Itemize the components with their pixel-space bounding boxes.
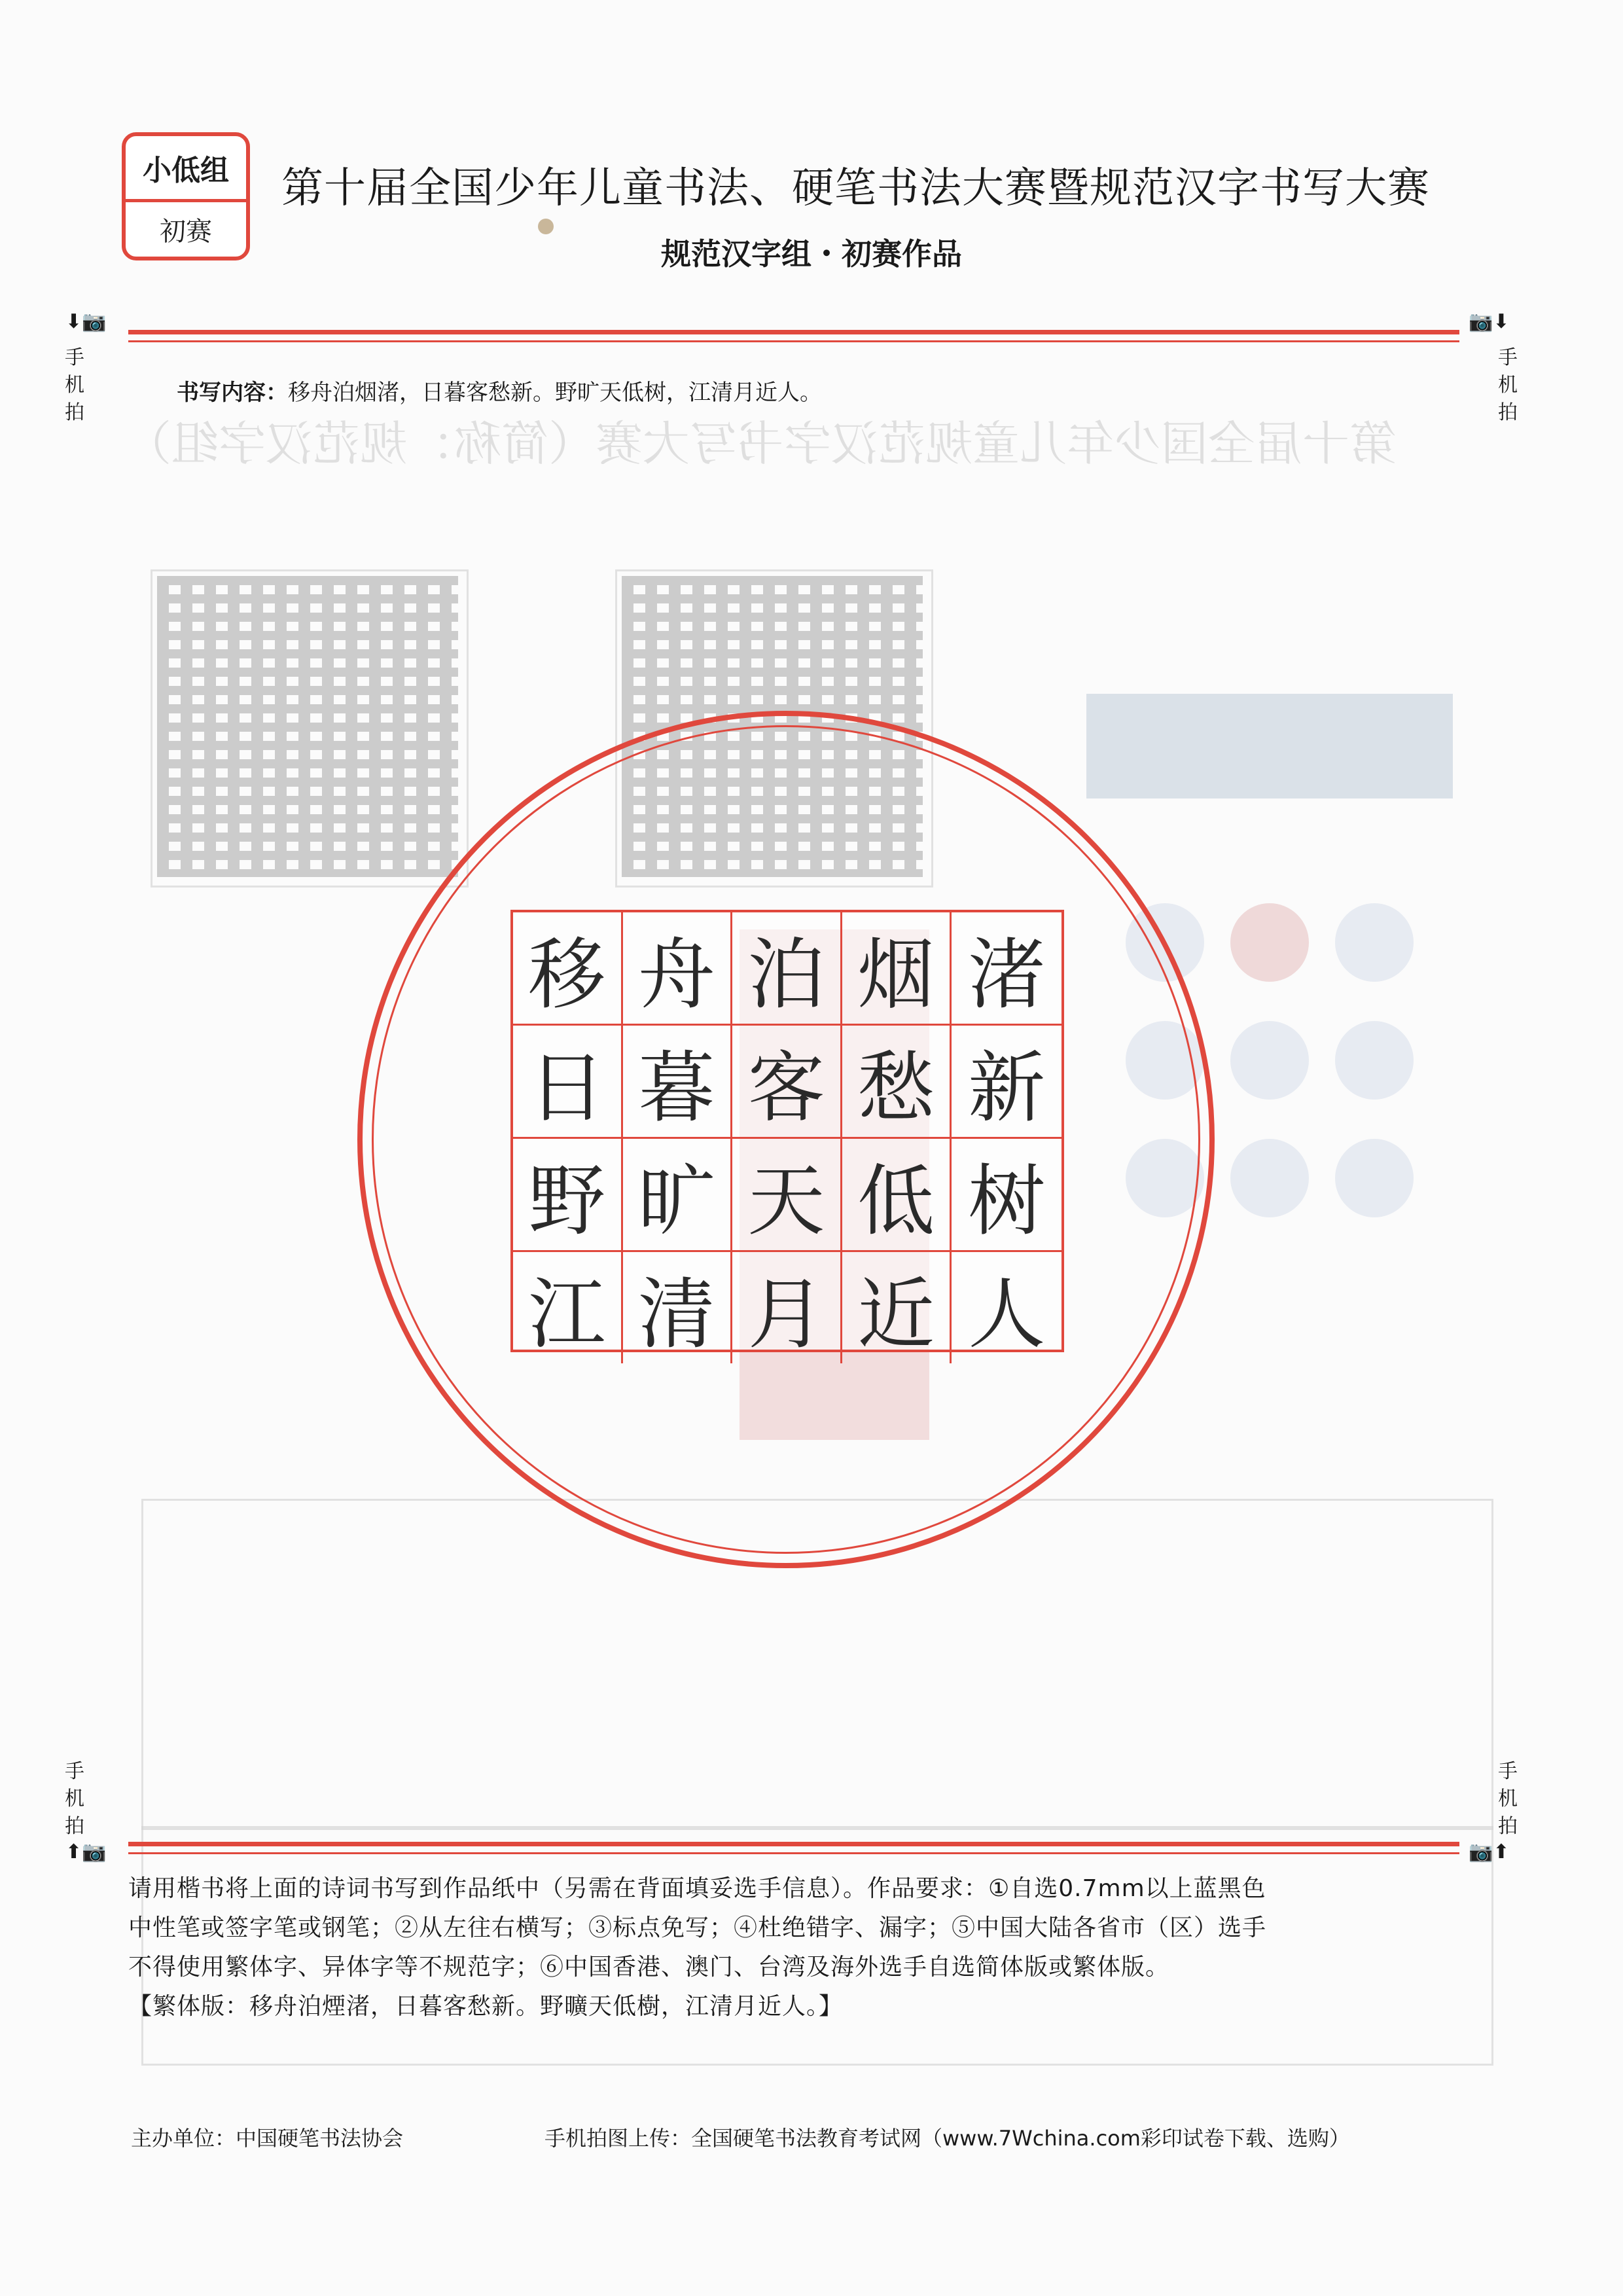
writing-grid	[510, 910, 1064, 1359]
page-title: 第十届全国少年儿童书法、硬笔书法大赛暨规范汉字书写大赛	[281, 164, 1430, 213]
showthrough-photo	[1086, 694, 1453, 798]
bottom-divider-thick	[128, 1842, 1459, 1846]
camera-hint-top-left: 手机拍	[65, 346, 84, 424]
grid-cell: 客	[732, 1026, 842, 1139]
grid-cell: 舟	[623, 912, 733, 1026]
writing-content-label: 书写内容：	[177, 380, 288, 406]
grid-cell: 旷	[623, 1139, 733, 1252]
grid-cell: 低	[842, 1139, 952, 1252]
badge-stage-label: 初赛	[160, 216, 212, 247]
grid-cell: 暮	[623, 1026, 733, 1139]
page-subtitle: 规范汉字组・初赛作品	[661, 236, 962, 272]
camera-marker-bottom-right: 📷⬆	[1469, 1840, 1510, 1863]
writing-content-line	[177, 374, 822, 406]
grid-cell: 野	[513, 1139, 623, 1252]
writing-content-text: 移舟泊烟渚，日暮客愁新。野旷天低树，江清月近人。	[288, 380, 822, 406]
grid-cell: 日	[513, 1026, 623, 1139]
top-divider-thin	[128, 340, 1459, 342]
grid-cell: 人	[968, 1269, 1046, 1359]
bottom-divider-thin	[128, 1852, 1459, 1854]
grid-cell: 烟	[842, 912, 952, 1026]
instructions-line-2: 中性笔或签字笔或钢笔；②从左往右横写；③标点免写；④杜绝错字、漏字；⑤中国大陆各省市（区）选手	[128, 1914, 1267, 1941]
instructions-line-1: 请用楷书将上面的诗词书写到作品纸中（另需在背面填妥选手信息）。作品要求：①自选0.7mm以上蓝黑色	[128, 1875, 1266, 1902]
grid-cell: 愁	[842, 1026, 952, 1139]
instructions	[128, 1869, 1463, 2026]
footer-upload-info: 手机拍图上传：全国硬笔书法教育考试网（www.7Wchina.com彩印试卷下载、选购）	[544, 2126, 1350, 2151]
camera-marker-bottom-left: ⬆📷	[65, 1840, 107, 1863]
showthrough-icon-3	[1335, 903, 1414, 982]
top-divider-thick	[128, 330, 1459, 334]
camera-hint-bottom-left: 手机拍	[65, 1760, 84, 1838]
showthrough-icon-9	[1335, 1139, 1414, 1217]
showthrough-title: 第十届全国少年儿童规范汉字书写大赛（简称：规范汉字组）	[124, 416, 1397, 471]
grid-cell: 近	[842, 1252, 952, 1363]
footer-organizer: 主办单位：中国硬笔书法协会	[131, 2126, 404, 2151]
grid-cell: 江	[513, 1252, 623, 1363]
grid-cell: 清	[623, 1252, 733, 1363]
showthrough-icon-2	[1230, 903, 1309, 982]
camera-marker-top-left: ⬇📷	[65, 310, 107, 333]
grid-cell: 树	[952, 1139, 1061, 1252]
camera-hint-top-right: 手机拍	[1498, 346, 1518, 424]
showthrough-icon-6	[1335, 1021, 1414, 1100]
badge-group-label: 小低组	[126, 136, 246, 202]
camera-hint-bottom-right: 手机拍	[1498, 1760, 1518, 1838]
showthrough-icon-8	[1230, 1139, 1309, 1217]
instructions-line-4: 【繁体版：移舟泊煙渚，日暮客愁新。野曠天低樹，江清月近人。】	[128, 1993, 844, 2020]
grid-cell: 泊	[732, 912, 842, 1026]
showthrough-icon-5	[1230, 1021, 1309, 1100]
grid-cell: 移	[513, 912, 623, 1026]
camera-marker-top-right: 📷⬇	[1469, 310, 1510, 333]
grid-cell: 天	[732, 1139, 842, 1252]
showthrough-qr-1	[157, 576, 458, 877]
instructions-line-3: 不得使用繁体字、异体字等不规范字；⑥中国香港、澳门、台湾及海外选手自选简体版或繁体版。	[128, 1954, 1170, 1981]
grid-cell: 渚	[952, 912, 1061, 1026]
grid-cell: 月	[732, 1252, 842, 1363]
grid-cell: 新	[952, 1026, 1061, 1139]
